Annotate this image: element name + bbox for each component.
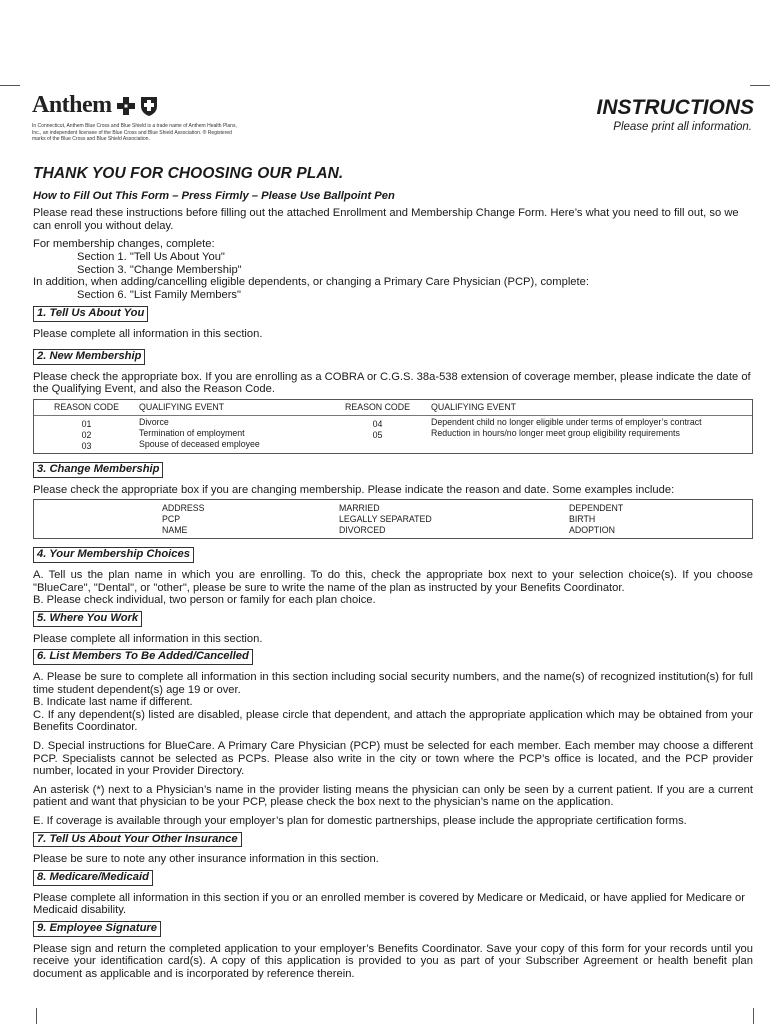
reason-code-table-header bbox=[34, 400, 752, 417]
example-item: PCP bbox=[162, 514, 181, 525]
howto-subheading: How to Fill Out This Form – Press Firmly – Please Use Ballpoint Pen bbox=[33, 189, 395, 202]
example-item: BIRTH bbox=[569, 514, 596, 525]
reason-code: 05 bbox=[372, 429, 383, 440]
intro-line: Section 3. "Change Membership" bbox=[77, 263, 242, 276]
examples-col-2 bbox=[339, 503, 569, 535]
reason-code: 04 bbox=[372, 419, 383, 430]
section-6-asterisk: An asterisk (*) next to a Physician’s name in the provider listing means the physician can only be seen by a current patient. If you are a current patient and want that physician to be your PCP, please check the box next to the physician’s name on the application. bbox=[33, 783, 753, 809]
qualifying-event: Reduction in hours/no longer meet group eligibility requirements bbox=[431, 427, 680, 438]
example-item: MARRIED bbox=[339, 503, 380, 514]
spacer bbox=[34, 503, 162, 535]
crop-mark-bottom-right bbox=[753, 1008, 754, 1024]
events-left bbox=[139, 417, 324, 451]
examples-row bbox=[34, 500, 752, 538]
col-header: QUALIFYING EVENT bbox=[139, 401, 225, 412]
qualifying-event: Spouse of deceased employee bbox=[139, 438, 260, 449]
examples-col-1 bbox=[162, 503, 339, 535]
section-1-heading: 1. Tell Us About You bbox=[33, 306, 148, 322]
membership-change-examples bbox=[33, 499, 753, 539]
thanks-heading: THANK YOU FOR CHOOSING OUR PLAN. bbox=[33, 165, 344, 182]
page-subtitle: Please print all information. bbox=[613, 121, 752, 133]
section-7-heading: 7. Tell Us About Your Other Insurance bbox=[33, 832, 242, 848]
examples-col-3 bbox=[569, 503, 752, 535]
section-4-a: A. Tell us the plan name in which you are enrolling. To do this, check the appropriate box next to your selection choice(s). If you choose "BlueCare", "Dental", or "other", please be sure to write the name of the plan as instructed by your Benefits Coordinator. bbox=[33, 569, 753, 594]
reason-code: 01 bbox=[81, 419, 92, 430]
example-item: ADDRESS bbox=[162, 503, 205, 514]
crop-mark-bottom-left bbox=[36, 1008, 37, 1024]
section-3-text: Please check the appropriate box if you are changing membership. Please indicate the reason and date. Some examples include: bbox=[33, 483, 675, 496]
col-header: REASON CODE bbox=[344, 401, 410, 412]
intro-line: Section 1. "Tell Us About You" bbox=[77, 250, 225, 263]
crop-mark-top-left bbox=[0, 85, 20, 86]
col-header: REASON CODE bbox=[53, 401, 119, 412]
section-2-heading: 2. New Membership bbox=[33, 349, 145, 365]
section-6-heading: 6. List Members To Be Added/Cancelled bbox=[33, 649, 253, 665]
blue-shield-icon bbox=[140, 95, 158, 117]
example-item: DIVORCED bbox=[339, 524, 386, 535]
qualifying-event: Divorce bbox=[139, 417, 169, 428]
crop-mark-top-right bbox=[750, 85, 770, 86]
intro-paragraph: Please read these instructions before filling out the attached Enrollment and Membership Change Form. Here’s what you need to fill out, so we can enroll you without delay. bbox=[33, 207, 739, 232]
section-6-a: A. Please be sure to complete all information in this section including social security numbers, and the name(s) of recognized institution(s) for full time student dependent(s) age 19 or over. bbox=[33, 671, 753, 696]
section-2-text: Please check the appropriate box. If you are enrolling as a COBRA or C.G.S. 38a-538 extension of coverage member, please indicate the date of the Qualifying Event, and also the Reason Code. bbox=[33, 370, 751, 396]
qualifying-event: Termination of employment bbox=[139, 427, 245, 438]
section-6-e: E. If coverage is available through your employer’s plan for domestic partnerships, please include the appropriate certification forms. bbox=[33, 814, 687, 827]
col-header: QUALIFYING EVENT bbox=[431, 401, 517, 412]
reason-code-table-body bbox=[34, 416, 752, 453]
example-item: NAME bbox=[162, 524, 188, 535]
section-8-text: Please complete all information in this section if you or an enrolled member is covered by Medicare or Medicaid, or have applied for Medicare or Medicaid disability. bbox=[33, 891, 745, 917]
section-4-b: B. Please check individual, two person or family for each plan choice. bbox=[33, 594, 376, 607]
anthem-wordmark: Anthem bbox=[32, 92, 112, 118]
intro-line: In addition, when adding/cancelling eligible dependents, or changing a Primary Care Physician (PCP), complete: bbox=[33, 276, 589, 289]
reason-code: 03 bbox=[81, 440, 92, 451]
intro-line: Section 6. "List Family Members" bbox=[77, 288, 241, 301]
section-6-b: B. Indicate last name if different. bbox=[33, 696, 193, 709]
section-5-heading: 5. Where You Work bbox=[33, 611, 142, 627]
qualifying-event: Dependent child no longer eligible under terms of employer’s contract bbox=[431, 417, 702, 428]
section-5-text: Please complete all information in this section. bbox=[33, 632, 263, 645]
events-right bbox=[431, 417, 752, 451]
example-item: LEGALLY SEPARATED bbox=[339, 514, 432, 525]
section-7-text: Please be sure to note any other insurance information in this section. bbox=[33, 853, 379, 866]
intro-line: For membership changes, complete: bbox=[33, 238, 215, 251]
example-item: DEPENDENT bbox=[569, 503, 624, 514]
reason-codes-right bbox=[324, 419, 431, 451]
instructions-body bbox=[33, 165, 753, 987]
section-6-c: C. If any dependent(s) listed are disabled, please circle that dependent, and attach the appropriate application which may be obtained from your Benefits Coordinator. bbox=[33, 708, 753, 734]
blue-cross-icon bbox=[116, 96, 136, 116]
section-9-text: Please sign and return the completed application to your employer’s Benefits Coordinator. Save your copy of this form for your records until you receive your identification card(s). A copy of this application is provided to you as part of your Subscriber Agreement or health benefit plan document as applicable and is incorporated by reference therein. bbox=[33, 942, 753, 980]
logo-fine-print: In Connecticut, Anthem Blue Cross and Blue Shield is a trade name of Anthem Health Plans, Inc., an independent licensee of the Blue Cross and Blue Shield Association. ® Registered marks of the Blue Cross and Blue Shield Association. bbox=[32, 123, 237, 142]
reason-code-table bbox=[33, 399, 753, 454]
section-1-text: Please complete all information in this section. bbox=[33, 328, 263, 341]
example-item: ADOPTION bbox=[569, 524, 615, 535]
reason-code: 02 bbox=[81, 429, 92, 440]
page-title: INSTRUCTIONS bbox=[596, 96, 754, 119]
brand-logo bbox=[32, 92, 282, 143]
section-8-heading: 8. Medicare/Medicaid bbox=[33, 870, 153, 886]
section-6-d: D. Special instructions for BlueCare. A Primary Care Physician (PCP) must be selected for each member. Each member may choose a different PCP. Specialists cannot be selected as PCPs. Please also write in the city or town where the PCP’s office is located, and the PCP provider number, located in your Provider Directory. bbox=[33, 740, 753, 778]
section-4-heading: 4. Your Membership Choices bbox=[33, 547, 194, 563]
section-9-heading: 9. Employee Signature bbox=[33, 921, 161, 937]
reason-codes-left bbox=[34, 419, 139, 451]
section-3-heading: 3. Change Membership bbox=[33, 462, 163, 478]
